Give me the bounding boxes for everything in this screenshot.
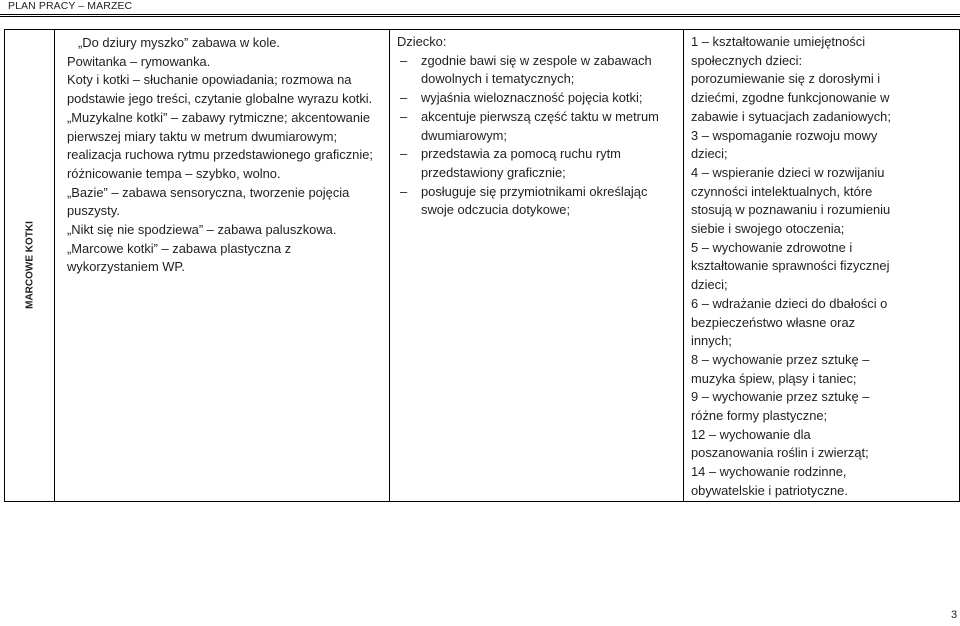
goal-line: porozumiewanie się z dorosłymi i <box>691 71 881 87</box>
dash-bullet-icon: – <box>400 146 408 162</box>
goal-line: 12 – wychowanie dla <box>691 426 811 442</box>
activities-cell <box>55 30 390 502</box>
goal-line: czynności intelektualnych, które <box>691 183 873 199</box>
activity-line: różnicowanie tempa – szybko, wolno. <box>67 165 281 181</box>
dash-bullet-icon: – <box>400 108 408 124</box>
goal-line: 8 – wychowanie przez sztukę – <box>691 351 870 367</box>
activity-line: wykorzystaniem WP. <box>67 259 185 275</box>
goal-line: poszanowania roślin i zwierząt; <box>691 445 869 461</box>
goal-line: 14 – wychowanie rodzinne, <box>691 464 847 480</box>
dash-bullet-icon: – <box>400 90 408 106</box>
activity-line: realizacja ruchowa rytmu przedstawionego graficznie; <box>67 147 373 163</box>
dash-bullet-icon: – <box>400 52 408 68</box>
goal-line: 1 – kształtowanie umiejętności <box>691 34 866 49</box>
activity-line: Koty i kotki – słuchanie opowiadania; rozmowa na <box>67 72 352 88</box>
activity-line: podstawie jego treści, czytanie globalne wyrazu kotki. <box>67 91 373 107</box>
goal-line: obywatelskie i patriotyczne. <box>691 482 848 498</box>
goal-line: stosują w poznawaniu i rozumieniu <box>691 202 891 218</box>
list-item: – posługuje się przymiotnikami określając swoje odczucia dotykowe; <box>400 183 648 218</box>
header-title: PLAN PRACY – MARZEC <box>8 0 133 12</box>
activity-line: „Muzykalne kotki” – zabawy rytmiczne; akcentowanie <box>67 109 371 125</box>
goal-line: kształtowanie sprawności fizycznej <box>691 258 890 274</box>
activities-list <box>55 30 389 277</box>
goals-cell <box>684 30 960 502</box>
theme-label: MARCOWE KOTKI <box>24 221 35 310</box>
goals-list <box>684 30 959 501</box>
plan-table <box>4 29 960 502</box>
goal-line: muzyka śpiew, pląsy i taniec; <box>691 370 857 386</box>
page-number: 3 <box>951 609 958 621</box>
goal-line: siebie i swojego otoczenia; <box>691 221 845 237</box>
goal-line: dziećmi, zgodne funkcjonowanie w <box>691 90 890 106</box>
list-item: – akcentuje pierwszą część taktu w metrum dwumiarowym; <box>400 108 659 143</box>
activity-line: puszysty. <box>67 203 120 219</box>
outcomes-title: Dziecko: <box>397 34 447 49</box>
outcomes-list <box>390 30 683 220</box>
goal-line: różne formy plastyczne; <box>691 408 828 424</box>
theme-cell <box>5 30 55 502</box>
activity-line: „Nikt się nie spodziewa” – zabawa paluszkowa. <box>67 222 337 238</box>
goal-line: innych; <box>691 333 732 349</box>
page-header <box>0 0 960 18</box>
goal-line: społecznych dzieci: <box>691 52 803 68</box>
activity-line: pierwszej miary taktu w metrum dwumiarowym; <box>67 128 338 144</box>
goal-line: 6 – wdrażanie dzieci do dbałości o <box>691 295 888 311</box>
goal-line: 4 – wspieranie dzieci w rozwijaniu <box>691 164 885 180</box>
header-rule-double <box>0 16 960 17</box>
list-item: – przedstawia za pomocą ruchu rytm przedstawiony graficznie; <box>400 146 621 180</box>
dash-bullet-icon: – <box>400 183 408 199</box>
goal-line: bezpieczeństwo własne oraz <box>691 314 856 330</box>
outcomes-cell <box>390 30 684 502</box>
list-item: – wyjaśnia wieloznaczność pojęcia kotki; <box>397 89 683 108</box>
activity-line: „Do dziury myszko” zabawa w kole. <box>78 35 281 50</box>
goal-line: 9 – wychowanie przez sztukę – <box>691 389 870 405</box>
activity-line: „Marcowe kotki” – zabawa plastyczna z <box>67 240 292 256</box>
goal-line: dzieci; <box>691 146 728 162</box>
goal-line: zabawie i sytuacjach zadaniowych; <box>691 108 891 124</box>
table-row <box>5 30 960 502</box>
activity-line: „Bazie” – zabawa sensoryczna, tworzenie pojęcia <box>67 184 350 200</box>
activity-line: Powitanka – rymowanka. <box>67 53 211 69</box>
goal-line: 3 – wspomaganie rozwoju mowy <box>691 127 878 143</box>
list-item: – zgodnie bawi się w zespole w zabawach dowolnych i tematycznych; <box>400 52 652 87</box>
header-rule <box>0 14 960 15</box>
goal-line: 5 – wychowanie zdrowotne i <box>691 239 853 255</box>
goal-line: dzieci; <box>691 277 728 293</box>
